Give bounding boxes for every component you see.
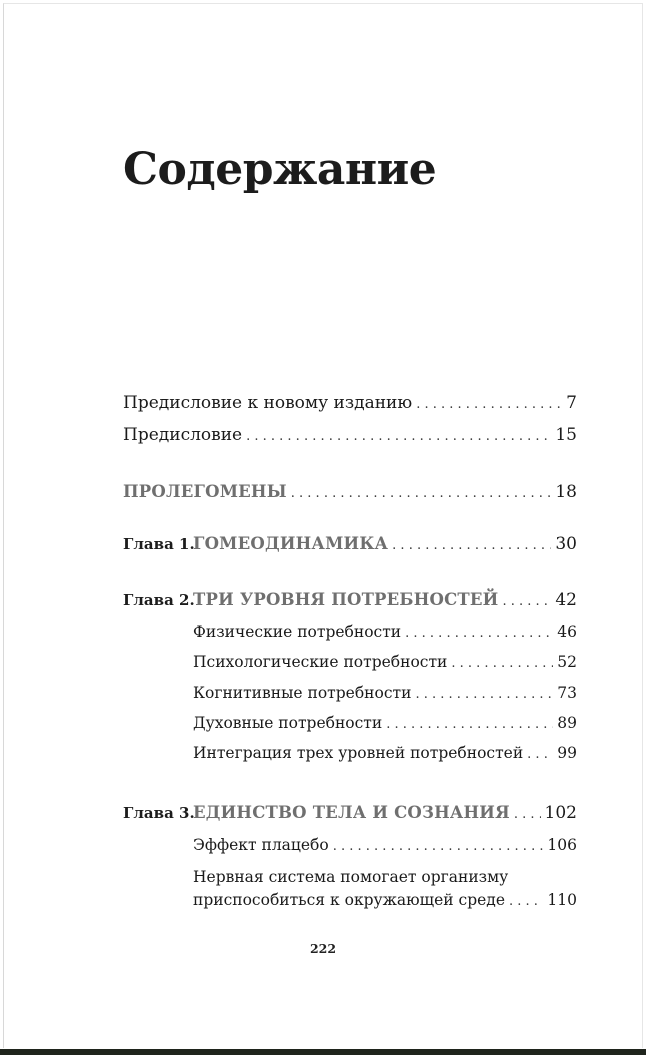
toc-entry-prolegomena[interactable] [123, 484, 577, 501]
page-folio-number: 222 [309, 941, 337, 956]
chapter-number: Глава 2. [123, 591, 195, 609]
toc-leader-dots [416, 395, 562, 412]
toc-section-placebo[interactable] [193, 838, 577, 854]
chapter-number: Глава 1. [123, 535, 195, 553]
toc-section-spiritual-needs[interactable] [193, 716, 577, 732]
toc-section-physical-needs[interactable] [193, 625, 577, 641]
toc-leader-dots [246, 427, 551, 444]
toc-leader-dots [502, 592, 551, 609]
toc-entry-chapter-3[interactable] [123, 805, 577, 822]
toc-leader-dots [514, 805, 541, 822]
toc-section-cognitive-needs[interactable] [193, 686, 577, 702]
toc-section-label: приспособиться к окружающей среде [193, 891, 506, 909]
toc-entry-label: ЕДИНСТВО ТЕЛА И СОЗНАНИЯ [193, 803, 510, 822]
toc-section-nervous-system[interactable] [193, 893, 577, 909]
chapter-number: Глава 3. [123, 804, 195, 822]
toc-entry-chapter-1[interactable] [123, 536, 577, 553]
toc-page-number: 52 [557, 653, 577, 671]
toc-page-number: 18 [555, 482, 577, 502]
toc-leader-dots [415, 686, 553, 702]
toc-page-number: 42 [555, 590, 577, 610]
toc-page-number: 102 [544, 803, 577, 823]
toc-section-psychological-needs[interactable] [193, 655, 577, 671]
toc-entry-label: Предисловие [123, 425, 243, 445]
toc-page-number: 110 [547, 891, 577, 909]
toc-entry-preface-new[interactable] [123, 395, 577, 412]
toc-leader-dots [392, 536, 551, 553]
toc-leader-dots [291, 484, 552, 501]
toc-section-label: Психологические потребности [193, 653, 448, 671]
toc-leader-dots [451, 655, 553, 671]
toc-section-integration[interactable] [193, 746, 577, 762]
toc-page-number: 106 [547, 836, 577, 854]
toc-page-number: 15 [555, 425, 577, 445]
toc-section-nervous-system-line1[interactable]: Нервная система помогает организму [193, 868, 509, 886]
toc-page-number: 99 [557, 744, 577, 762]
toc-section-label: Эффект плацебо [193, 836, 329, 854]
toc-page-number: 89 [557, 714, 577, 732]
toc-entry-chapter-2[interactable] [123, 592, 577, 609]
toc-page-number: 73 [557, 684, 577, 702]
toc-leader-dots [405, 625, 553, 641]
toc-leader-dots [509, 893, 543, 909]
toc-entry-preface[interactable] [123, 427, 577, 444]
bottom-edge-bar [0, 1049, 646, 1055]
toc-section-label: Духовные потребности [193, 714, 383, 732]
page-title: Содержание [123, 144, 437, 195]
toc-leader-dots [527, 746, 553, 762]
toc-section-label: Когнитивные потребности [193, 684, 412, 702]
toc-section-label: Интеграция трех уровней потребностей [193, 744, 524, 762]
toc-page-number: 46 [557, 623, 577, 641]
toc-entry-label: ТРИ УРОВНЯ ПОТРЕБНОСТЕЙ [193, 590, 499, 609]
toc-entry-label: ГОМЕОДИНАМИКА [193, 534, 389, 553]
toc-page-number: 7 [566, 393, 577, 413]
toc-entry-label: Предисловие к новому изданию [123, 393, 413, 413]
toc-leader-dots [386, 716, 553, 732]
toc-section-label: Физические потребности [193, 623, 402, 641]
toc-page-number: 30 [555, 534, 577, 554]
toc-entry-label: ПРОЛЕГОМЕНЫ [123, 482, 287, 501]
toc-leader-dots [333, 838, 544, 854]
